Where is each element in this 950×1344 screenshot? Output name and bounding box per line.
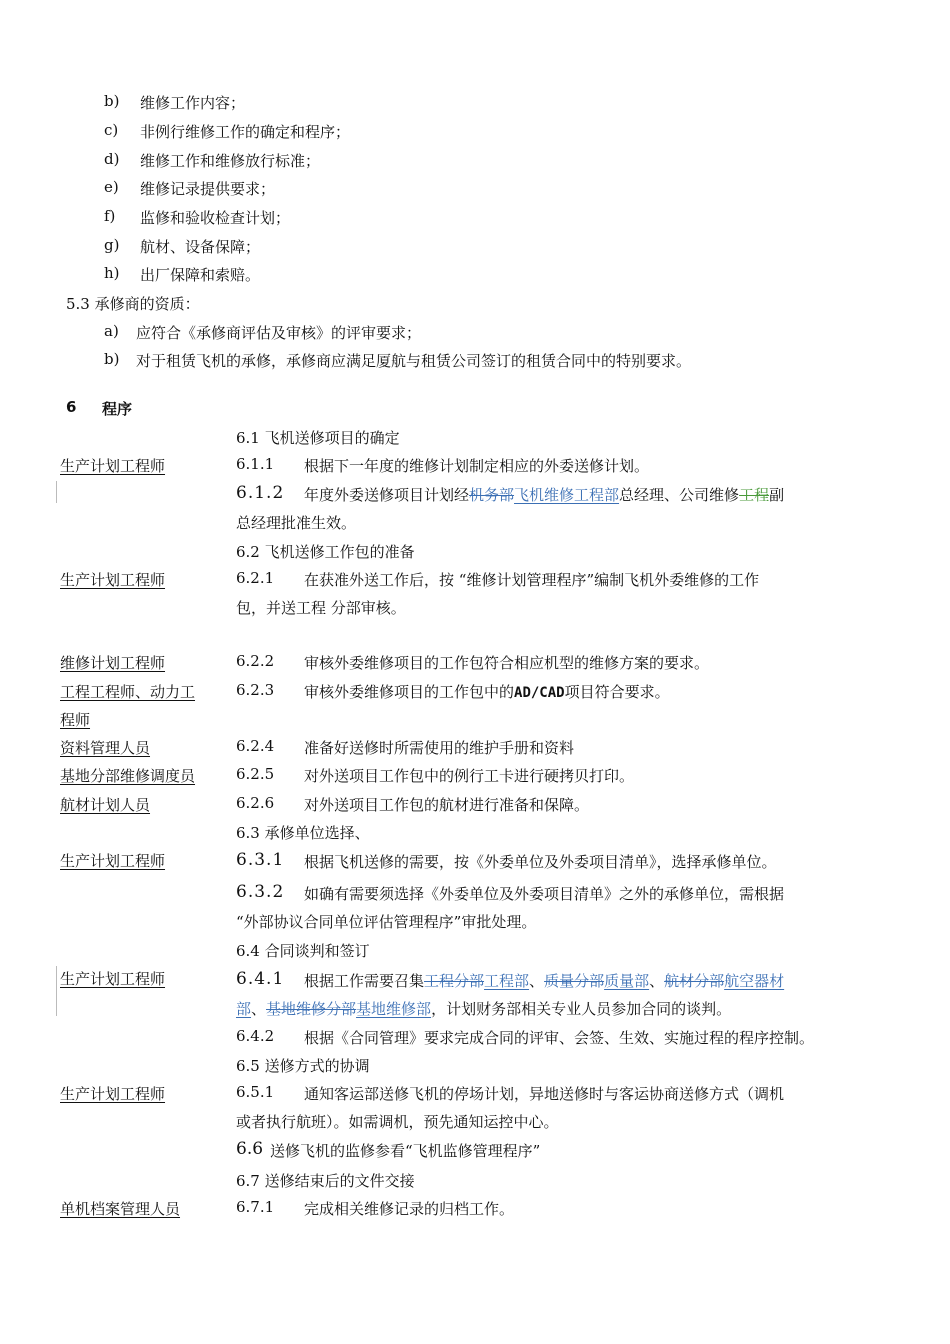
inserted-text: 飞机维修工程部 <box>514 486 620 504</box>
item-6-2-1-text: 在获准外送工作后，按 “维修计划管理程序”编制飞机外委维修的工作 <box>304 571 760 589</box>
role-material-planner: 航材计划人员 <box>60 796 151 814</box>
list-letter-e: e) <box>104 178 119 196</box>
role-base-dispatcher: 基地分部维修调度员 <box>60 767 196 785</box>
item-6-2-6-text: 对外送项目工作包的航材进行准备和保障。 <box>304 796 590 814</box>
role-production-planner: 生产计划工程师 <box>60 852 166 870</box>
deleted-text: 质量分部 <box>544 972 605 990</box>
item-6-1-2-number: 6.1.2 <box>236 483 285 503</box>
item-6-4-1-text-line2: 部、基地维修分部基地维修部，计划财务部相关专业人员参加合同的谈判。 <box>236 1000 732 1018</box>
role-production-planner: 生产计划工程师 <box>60 571 166 589</box>
item-6-2-2-text: 审核外委维修项目的工作包符合相应机型的维修方案的要求。 <box>304 654 710 672</box>
item-6-1-1-number: 6.1.1 <box>236 455 275 473</box>
item-6-2-1-text-line2: 包，并送工程 分部审核。 <box>236 599 406 617</box>
role-data-manager: 资料管理人员 <box>60 739 151 757</box>
section-6-2-header: 6.2 飞机送修工作包的准备 <box>236 543 415 561</box>
item-6-5-1-text-line2: 或者执行航班）。如需调机，预先通知运控中心。 <box>236 1113 559 1131</box>
item-6-3-2-number: 6.3.2 <box>236 882 285 902</box>
item-6-2-5-number: 6.2.5 <box>236 765 275 783</box>
list-letter-h: h) <box>104 264 120 282</box>
role-archive-manager: 单机档案管理人员 <box>60 1200 181 1218</box>
section-6-7-header: 6.7 送修结束后的文件交接 <box>236 1172 415 1190</box>
list-letter-b: b) <box>104 92 120 110</box>
section-6-3-header: 6.3 承修单位选择、 <box>236 824 370 842</box>
list-text-g: 航材、设备保障； <box>140 238 261 256</box>
item-6-5-1-number: 6.5.1 <box>236 1083 275 1101</box>
deleted-text: 基地维修分部 <box>266 1000 357 1018</box>
section-6-title: 程序 <box>102 400 133 418</box>
item-6-4-2-number: 6.4.2 <box>236 1027 275 1045</box>
revision-bar <box>56 966 57 1016</box>
item-6-3-1-number: 6.3.1 <box>236 850 285 870</box>
item-6-1-1-text: 根据下一年度的维修计划制定相应的外委送修计划。 <box>304 457 650 475</box>
section-6-4-header: 6.4 合同谈判和签订 <box>236 942 370 960</box>
item-6-5-1-text: 通知客运部送修飞机的停场计划，异地送修时与客运协商送修方式（调机 <box>304 1085 785 1103</box>
role-production-planner: 生产计划工程师 <box>60 1085 166 1103</box>
deleted-text: 机务部 <box>469 486 515 504</box>
section-6-6-number: 6.6 <box>236 1139 264 1159</box>
inserted-text: 部 <box>236 1000 252 1018</box>
role-production-planner: 生产计划工程师 <box>60 970 166 988</box>
item-6-1-2-text-line2: 总经理批准生效。 <box>236 514 357 532</box>
item-6-7-1-text: 完成相关维修记录的归档工作。 <box>304 1200 515 1218</box>
list-text-b: 维修工作内容； <box>140 94 246 112</box>
role-engineering-line2: 程师 <box>60 711 91 729</box>
list-letter-g: g) <box>104 236 120 254</box>
section-5-3-a-letter: a) <box>104 322 119 340</box>
list-text-c: 非例行维修工作的确定和程序； <box>140 123 351 141</box>
item-6-2-6-number: 6.2.6 <box>236 794 275 812</box>
item-6-4-1-text: 根据工作需要召集工程分部工程部、质量分部质量部、航材分部航空器材 <box>304 972 785 990</box>
inserted-text: 工程部 <box>484 972 530 990</box>
section-5-3-b-text: 对于租赁飞机的承修，承修商应满足厦航与租赁公司签订的租赁合同中的特别要求。 <box>136 352 692 370</box>
list-text-h: 出厂保障和索赔。 <box>140 266 261 284</box>
inserted-text: 基地维修部 <box>356 1000 432 1018</box>
section-6-number: 6 <box>66 398 77 416</box>
deleted-text: 航材分部 <box>664 972 725 990</box>
item-6-7-1-number: 6.7.1 <box>236 1198 275 1216</box>
item-6-2-3-text: 审核外委维修项目的工作包中的AD/CAD项目符合要求。 <box>304 683 670 701</box>
list-letter-f: f) <box>104 207 116 225</box>
item-6-2-2-number: 6.2.2 <box>236 652 275 670</box>
revision-bar <box>56 481 57 503</box>
deleted-text: 工程分部 <box>424 972 485 990</box>
inserted-text: 质量部 <box>604 972 650 990</box>
item-6-3-2-text-line2: “外部协议合同单位评估管理程序”审批处理。 <box>236 913 537 931</box>
deleted-text: 工程 <box>739 486 770 504</box>
list-letter-c: c) <box>104 121 119 139</box>
role-engineering-line1: 工程工程师、动力工 <box>60 683 196 701</box>
inserted-text: 航空器材 <box>724 972 785 990</box>
section-5-3-b-letter: b) <box>104 350 120 368</box>
list-text-d: 维修工作和维修放行标准； <box>140 152 321 170</box>
section-5-3-heading: 5.3 承修商的资质： <box>66 295 200 313</box>
section-6-5-header: 6.5 送修方式的协调 <box>236 1057 370 1075</box>
item-6-4-1-number: 6.4.1 <box>236 969 285 989</box>
item-6-2-5-text: 对外送项目工作包中的例行工卡进行硬拷贝打印。 <box>304 767 635 785</box>
item-6-3-1-text: 根据飞机送修的需要，按《外委单位及外委项目清单》，选择承修单位。 <box>304 853 777 871</box>
section-5-3-a-text: 应符合《承修商评估及审核》的评审要求； <box>136 324 422 342</box>
list-text-f: 监修和验收检查计划； <box>140 209 291 227</box>
section-6-1-header: 6.1 飞机送修项目的确定 <box>236 429 400 447</box>
role-production-planner: 生产计划工程师 <box>60 457 166 475</box>
item-6-2-1-number: 6.2.1 <box>236 569 275 587</box>
list-text-e: 维修记录提供要求； <box>140 180 276 198</box>
item-6-2-4-text: 准备好送修时所需使用的维护手册和资料 <box>304 739 575 757</box>
item-6-2-4-number: 6.2.4 <box>236 737 275 755</box>
item-6-1-2-text: 年度外委送修项目计划经机务部飞机维修工程部总经理、公司维修工程副 <box>304 486 785 504</box>
section-6-6-text: 送修飞机的监修参看“飞机监修管理程序” <box>270 1142 541 1160</box>
list-letter-d: d) <box>104 150 120 168</box>
item-6-4-2-text: 根据《合同管理》要求完成合同的评审、会签、生效、实施过程的程序控制。 <box>304 1029 815 1047</box>
item-6-3-2-text: 如确有需要须选择《外委单位及外委项目清单》之外的承修单位，需根据 <box>304 885 785 903</box>
role-maintenance-planner: 维修计划工程师 <box>60 654 166 672</box>
item-6-2-3-number: 6.2.3 <box>236 681 275 699</box>
